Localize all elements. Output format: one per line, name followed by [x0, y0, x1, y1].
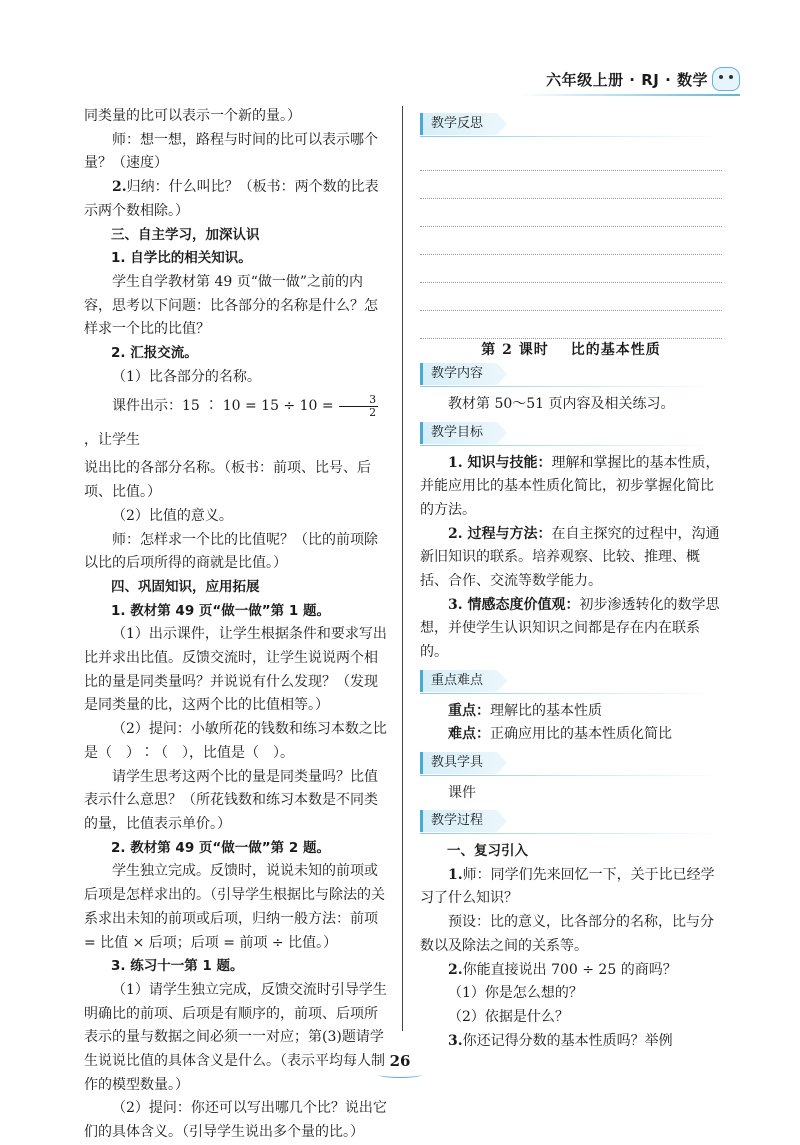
- goal-text: 在自主探究的过程中，沟通新旧知识的联系。培养观察、比较、推理、概括、合作、交流等数学能力。: [420, 525, 720, 590]
- paragraph: 师：怎样求一个比的比值呢？（比的前项除以比的后项所得的商就是比值。）: [84, 531, 378, 572]
- section-label-tools: 教具学具: [420, 752, 497, 774]
- goal-item: [420, 452, 722, 523]
- goal-lead: 3. 情感态度价值观：: [448, 596, 580, 613]
- fraction-denominator: 2: [369, 405, 377, 419]
- paragraph-text: 你还记得分数的基本性质吗？举例: [462, 1032, 673, 1049]
- page-number-decoration: [378, 1071, 422, 1078]
- goal-lead: 2. 过程与方法：: [448, 525, 552, 542]
- writing-line: [420, 171, 722, 199]
- subsection-heading: 2. 教材第 49 页“做一做”第 2 题。: [111, 839, 330, 856]
- cartoon-mascot-icon: [712, 67, 740, 91]
- section-label-process: 教学过程: [420, 810, 497, 832]
- item-number: 2.: [112, 179, 127, 196]
- paragraph: [420, 1030, 722, 1054]
- key-point: [420, 700, 722, 724]
- lesson-name: 比的基本性质: [570, 341, 661, 358]
- key-point-lead: 难点：: [448, 726, 490, 743]
- fraction-equation: [84, 389, 390, 457]
- paragraph: 预设：比的意义，比各部分的名称，比与分数以及除法之间的关系等。: [420, 914, 714, 954]
- goal-text: 理解和掌握比的基本性质，并能应用比的基本性质化简比，初步掌握化简比的方法。: [420, 454, 720, 518]
- section-label-key-points: 重点难点: [420, 670, 497, 692]
- key-point-text: 正确应用比的基本性质化简比: [490, 726, 672, 743]
- section-label-reflection: 教学反思: [420, 113, 497, 135]
- key-point-lead: 重点：: [448, 702, 490, 719]
- writing-line: [420, 255, 722, 283]
- page-number: 26: [389, 1052, 411, 1070]
- item-number: 1.: [448, 866, 463, 883]
- key-point: [420, 723, 722, 747]
- goal-item: [420, 523, 722, 594]
- header-title: 六年级上册 · RJ · 数学: [546, 70, 708, 89]
- goal-lead: 1. 知识与技能：: [448, 454, 552, 471]
- key-point-text: 理解比的基本性质: [490, 702, 602, 719]
- paragraph: （1）出示课件，让学生根据条件和要求写出比并求出比值。反馈交流时，让学生说说两个相比的量是同类量吗？并说说有什么发现？（发现是同类量的比，这两个比的比值相等。）: [84, 626, 387, 714]
- left-column: [84, 105, 390, 1145]
- writing-line: [420, 227, 722, 255]
- paragraph: （2）比值的意义。: [112, 507, 233, 524]
- goal-text: 初步渗透转化的数学思想，并使学生认识知识之间都是存在内在联系的。: [420, 596, 720, 661]
- subsection-heading: 3. 练习十一第 1 题。: [111, 958, 244, 975]
- paragraph: （1）你是怎么想的？: [448, 985, 583, 1002]
- fraction-numerator: 3: [339, 394, 378, 407]
- paragraph: 同类量的比可以表示一个新的量。）: [84, 108, 301, 124]
- right-column: [420, 112, 722, 1053]
- section-rule: [420, 833, 722, 834]
- content-text: 教材第 50～51 页内容及相关练习。: [448, 396, 675, 413]
- paragraph: 师：想一想，路程与时间的比可以表示哪个量？（速度）: [84, 131, 378, 172]
- header-rule: [520, 94, 740, 96]
- paragraph: 学生独立完成。反馈时，说说未知的前项或后项是怎样求出的。（引导学生根据比与除法的关系求出未知的前项或后项，归纳一般方法：前项 = 比值 × 后项；后项 = 前项 ÷ 比值。）: [84, 863, 385, 951]
- subsection-heading: 2. 汇报交流。: [111, 345, 198, 362]
- section-rule: [420, 445, 722, 446]
- fraction: [339, 394, 378, 419]
- tools-text: 课件: [448, 784, 476, 801]
- paragraph-text: 归纳：什么叫比？（板书：两个数的比表示两个数相除。）: [84, 179, 379, 219]
- section-heading: 三、自主学习，加深认识: [111, 226, 260, 243]
- lesson-title: [420, 339, 722, 363]
- item-number: 3.: [448, 1032, 463, 1049]
- goal-item: [420, 594, 722, 665]
- paragraph: （2）依据是什么？: [448, 1008, 569, 1025]
- paragraph: （1）请学生独立完成，反馈交流时引导学生明确比的前项、后项是有顺序的，前项、后项所表示的量与数据之间必须一一对应；第(3)题请学生说说比值的具体含义是什么。（表示平均每人制作的模型数量。）: [84, 981, 387, 1093]
- paragraph: [420, 864, 722, 911]
- writing-line: [420, 283, 722, 311]
- lesson-number: 第 2 课时: [481, 341, 549, 358]
- subsection-heading: 1. 教材第 49 页“做一做”第 1 题。: [111, 602, 330, 619]
- equation-tail: ，让学生: [84, 432, 140, 449]
- paragraph-text: 你能直接说出 700 ÷ 25 的商吗？: [462, 961, 677, 978]
- section-label-content: 教学内容: [420, 363, 497, 385]
- paragraph: 请学生思考这两个比的量是同类量吗？比值表示什么意思？（所花钱数和练习本数是不同类的量，比值表示单价。）: [84, 768, 378, 832]
- section-heading: 一、复习引入: [447, 843, 528, 860]
- subsection-heading: 1. 自学比的相关知识。: [111, 250, 252, 267]
- paragraph-text: 师：同学们先来回忆一下，关于比已经学习了什么知识？: [420, 866, 715, 907]
- section-rule: [420, 136, 722, 137]
- section-label-goals: 教学目标: [420, 422, 497, 444]
- paragraph: （2）提问：小敏所花的钱数和练习本数之比是（ ）∶（ ），比值是（ ）。: [84, 721, 387, 761]
- equation-lead: 课件出示：15 ∶ 10 = 15 ÷ 10 =: [112, 398, 339, 415]
- section-rule: [420, 693, 722, 694]
- writing-line: [420, 311, 722, 339]
- paragraph: （2）提问：你还可以写出哪几个比？说出它们的具体含义。（引导学生说出多个量的比。）: [84, 1100, 387, 1141]
- column-divider: [402, 106, 403, 1031]
- section-rule: [420, 775, 722, 776]
- page-header: [546, 64, 740, 94]
- paragraph: （1）比各部分的名称。: [112, 368, 261, 385]
- item-number: 2.: [448, 961, 463, 978]
- section-reflection: [420, 112, 722, 339]
- writing-line: [420, 143, 722, 171]
- paragraph: 学生自学教材第 49 页“做一做”之前的内容，思考以下问题：比各部分的名称是什么？怎样求一个比的比值？: [84, 273, 378, 338]
- paragraph: 说出比的各部分名称。（板书：前项、比号、后项、比值。）: [84, 460, 371, 501]
- section-heading: 四、巩固知识，应用拓展: [111, 578, 260, 595]
- writing-line: [420, 199, 722, 227]
- paragraph: [420, 959, 722, 983]
- section-rule: [420, 386, 722, 387]
- paragraph: [84, 176, 390, 223]
